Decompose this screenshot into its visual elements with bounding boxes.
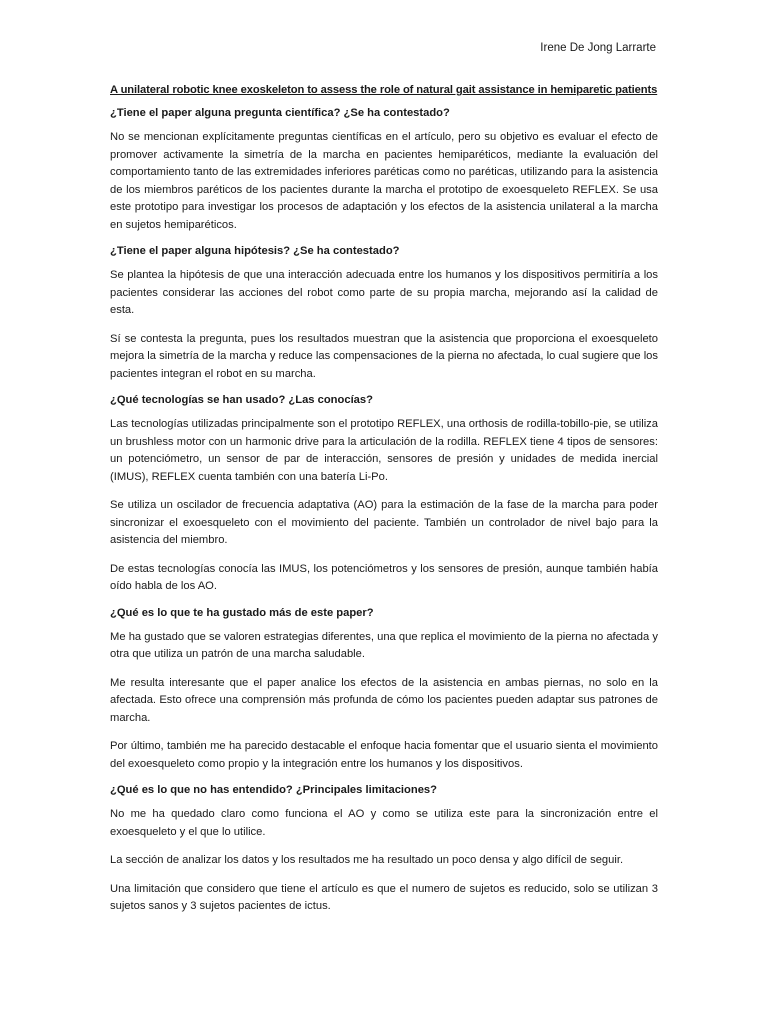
paragraph: Me ha gustado que se valoren estrategias diferentes, una que replica el movimiento de la pierna no afectada y otra que utiliza un patrón de una marcha saludable.: [110, 630, 658, 660]
paragraph: De estas tecnologías conocía las IMUS, los potenciómetros y los sensores de presión, aunque también había oído habla de los AO.: [110, 562, 658, 592]
paragraph: Sí se contesta la pregunta, pues los resultados muestran que la asistencia que proporciona el exoesqueleto mejora la simetría de la marcha y reduce las compensaciones de la pierna no afectada, lo cual sugiere que los pacientes integran el robot en su marcha.: [110, 332, 658, 380]
section-technologies: [110, 394, 658, 596]
paragraph: No se mencionan explícitamente preguntas científicas en el artículo, pero su objetivo es evaluar el efecto de promover activamente la simetría de la marcha en pacientes hemiparéticos, mediante la evaluación del comportamiento tanto de las extremidades inferiores paréticas como no paréticas, utilizando para la asistencia de los miembros paréticos de los pacientes durante la marcha el prototipo de exoesqueleto REFLEX. Se usa este prototipo para investigar los procesos de adaptación y los efectos de la asistencia unilateral a la marcha en sujetos hemiparéticos.: [110, 131, 658, 231]
author-name: Irene De Jong Larrarte: [540, 42, 656, 54]
paragraph: Una limitación que considero que tiene el artículo es que el numero de sujetos es reducido, solo se utilizan 3 sujetos sanos y 3 sujetos pacientes de ictus.: [110, 882, 658, 912]
paragraph: Las tecnologías utilizadas principalmente son el prototipo REFLEX, una orthosis de rodilla-tobillo-pie, se utiliza un brushless motor con un harmonic drive para la articulación de la rodilla. REFLEX tiene 4 tipos de sensores: un potenciómetro, un sensor de par de interacción, sensores de presión y unidades de medida inercial (IMUS), REFLEX cuenta también con una batería Li-Po.: [110, 418, 658, 483]
section-heading: ¿Qué es lo que no has entendido? ¿Principales limitaciones?: [110, 784, 437, 796]
paragraph: La sección de analizar los datos y los resultados me ha resultado un poco densa y algo difícil de seguir.: [110, 854, 624, 866]
section-liked-most: [110, 607, 658, 774]
section-heading: ¿Tiene el paper alguna hipótesis? ¿Se ha contestado?: [110, 245, 400, 257]
section-heading: ¿Qué tecnologías se han usado? ¿Las conocías?: [110, 394, 373, 406]
section-limitations: [110, 784, 658, 916]
section-heading: ¿Tiene el paper alguna pregunta científica? ¿Se ha contestado?: [110, 107, 450, 119]
paragraph: Me resulta interesante que el paper analice los efectos de la asistencia en ambas piernas, no solo en la afectada. Esto ofrece una comprensión más profunda de cómo los pacientes pueden adaptar sus patrones de marcha.: [110, 676, 658, 724]
paragraph: Por último, también me ha parecido destacable el enfoque hacia fomentar que el usuario sienta el movimiento del exoesqueleto como propio y la integración entre los humanos y los dispositivos.: [110, 740, 658, 770]
document-title: A unilateral robotic knee exoskeleton to assess the role of natural gait assistance in hemiparetic patients: [110, 84, 658, 96]
paragraph: Se utiliza un oscilador de frecuencia adaptativa (AO) para la estimación de la fase de la marcha para poder sincronizar el exoesqueleto con el movimiento del paciente. También un controlador de nivel bajo para la asistencia del miembro.: [110, 499, 658, 546]
paragraph: No me ha quedado claro como funciona el AO y como se utiliza este para la sincronización entre el exoesqueleto y el que lo utilice.: [110, 808, 658, 838]
section-research-question: [110, 107, 658, 234]
section-hypothesis: [110, 245, 658, 383]
paragraph: Se plantea la hipótesis de que una interacción adecuada entre los humanos y los dispositivos permitiría a los pacientes considerar las acciones del robot como parte de su propia marcha, mejorando así la calidad de esta.: [110, 269, 658, 316]
section-heading: ¿Qué es lo que te ha gustado más de este paper?: [110, 606, 374, 619]
